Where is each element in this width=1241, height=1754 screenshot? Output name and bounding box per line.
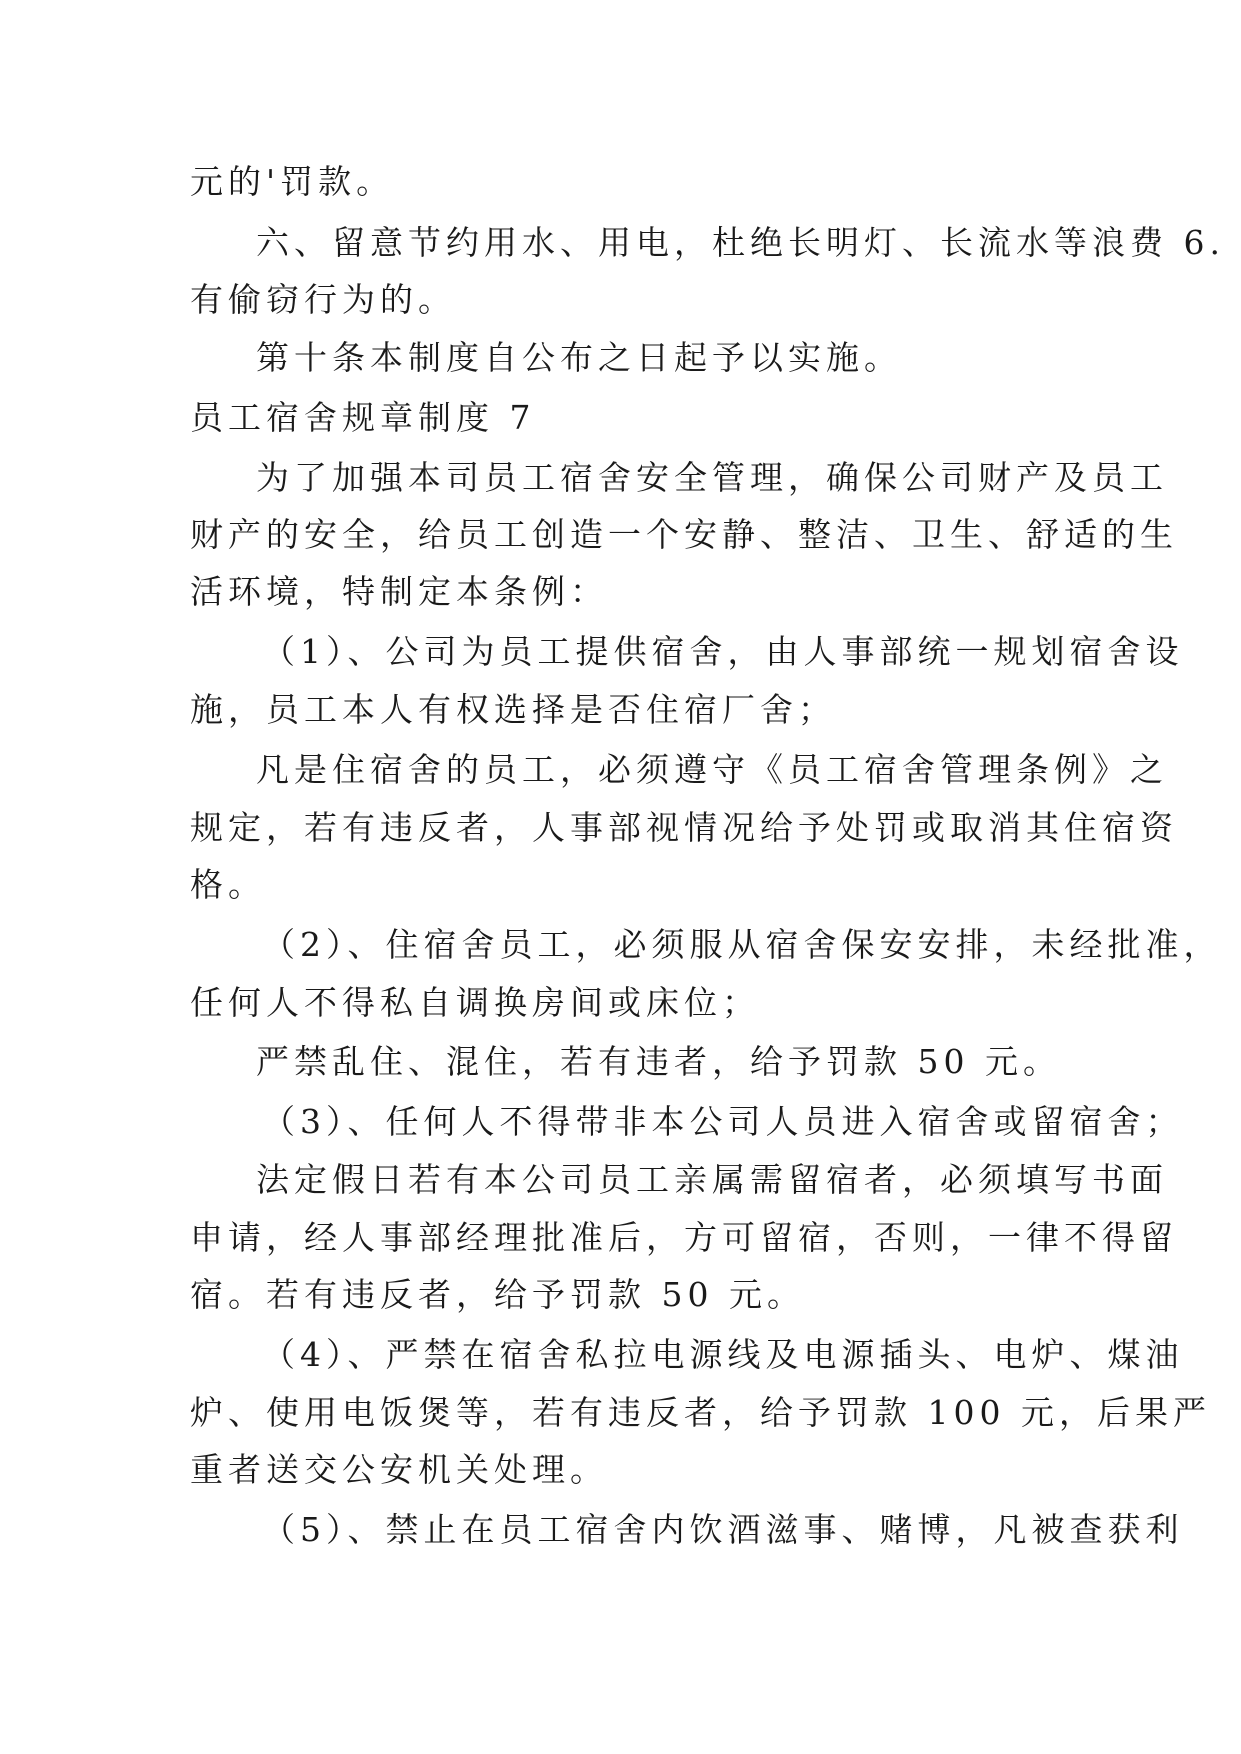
text-line: 为了加强本司员工宿舍安全管理，确保公司财产及员工 bbox=[256, 458, 1168, 497]
text-line: 活环境，特制定本条例： bbox=[190, 572, 608, 611]
text-line: 元的'罚款。 bbox=[190, 162, 395, 201]
text-line: 重者送交公安机关处理。 bbox=[190, 1450, 608, 1489]
text-line: 施，员工本人有权选择是否住宿厂舍； bbox=[190, 690, 836, 729]
text-line: 格。 bbox=[190, 865, 266, 904]
text-line: （4）、严禁在宿舍私拉电源线及电源插头、电炉、煤油 bbox=[262, 1335, 1184, 1374]
text-line: 任何人不得私自调换房间或床位； bbox=[190, 983, 760, 1022]
text-line: 第十条本制度自公布之日起予以实施。 bbox=[256, 338, 902, 377]
text-line: 炉、使用电饭煲等，若有违反者，给予罚款 100 元，后果严 bbox=[190, 1393, 1211, 1432]
section-title: 员工宿舍规章制度 7 bbox=[190, 398, 536, 437]
text-line: 财产的安全，给员工创造一个安静、整洁、卫生、舒适的生 bbox=[190, 515, 1178, 554]
text-line: 规定，若有违反者，人事部视情况给予处罚或取消其住宿资 bbox=[190, 808, 1178, 847]
text-line: （1）、公司为员工提供宿舍，由人事部统一规划宿舍设 bbox=[262, 632, 1184, 671]
text-line: 宿。若有违反者，给予罚款 50 元。 bbox=[190, 1275, 805, 1314]
text-line: 申请，经人事部经理批准后，方可留宿，否则，一律不得留 bbox=[190, 1218, 1178, 1257]
text-line: 六、留意节约用水、用电，杜绝长明灯、长流水等浪费 6. bbox=[256, 223, 1225, 262]
text-line: 法定假日若有本公司员工亲属需留宿者，必须填写书面 bbox=[256, 1160, 1168, 1199]
text-line: 凡是住宿舍的员工，必须遵守《员工宿舍管理条例》之 bbox=[256, 750, 1168, 789]
text-line: （2）、住宿舍员工，必须服从宿舍保安安排，未经批准， bbox=[262, 925, 1222, 964]
text-line: （3）、任何人不得带非本公司人员进入宿舍或留宿舍； bbox=[262, 1102, 1184, 1141]
text-line: 有偷窃行为的。 bbox=[190, 280, 456, 319]
text-line: （5）、禁止在员工宿舍内饮酒滋事、赌博，凡被查获利 bbox=[262, 1510, 1184, 1549]
text-line: 严禁乱住、混住，若有违者，给予罚款 50 元。 bbox=[256, 1042, 1061, 1081]
